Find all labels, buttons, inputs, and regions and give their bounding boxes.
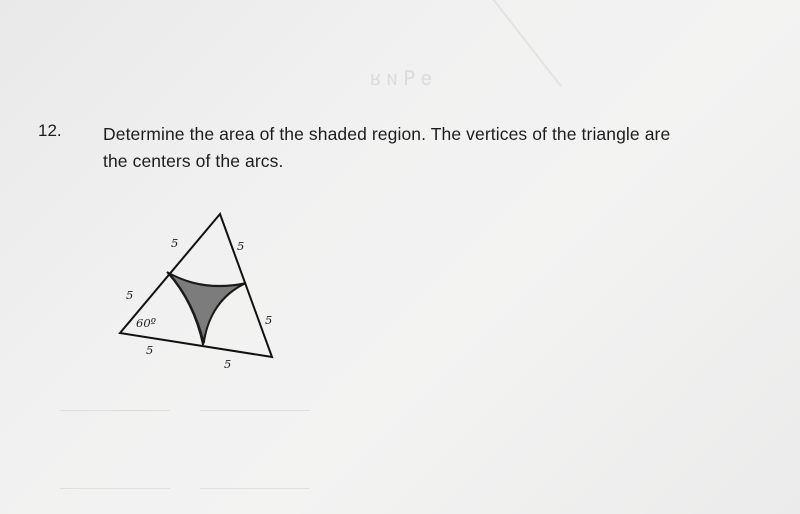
faint-rule [60,488,170,489]
side-label: 5 [265,313,273,327]
bleed-through-text: ɘ ꟼ ᴎ ᴚ [370,68,432,90]
faint-rule [60,410,170,411]
side-label: 5 [224,357,232,371]
problem-text [103,121,793,175]
side-label: 5 [126,288,134,302]
faint-rule [200,488,310,489]
problem-text-line-2: the centers of the arcs. [103,151,284,171]
triangle-figure [100,200,300,380]
side-label: 5 [146,343,154,357]
problem-number: 12. [38,121,62,140]
paper-fold [480,0,562,87]
side-label: 5 [171,236,179,250]
faint-rule [200,410,310,411]
angle-label: 60º [136,316,157,330]
problem-text-line-1: Determine the area of the shaded region. The vertices of the triangle are [103,124,671,144]
side-label: 5 [237,239,245,253]
